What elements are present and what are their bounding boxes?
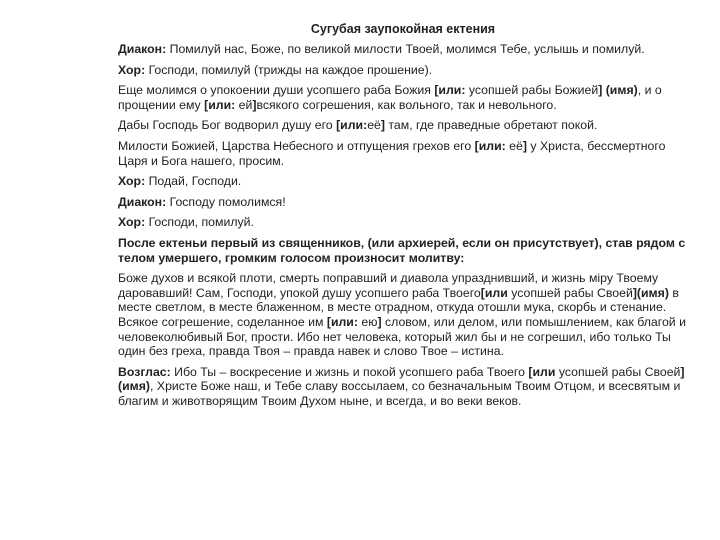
bold-text-segment: [или <box>528 364 556 379</box>
bold-text-segment: ] <box>522 138 527 153</box>
bold-text-segment: [или <box>480 285 508 300</box>
text-segment: Еще молимся о упокоении души усопшего раба Божия <box>118 83 435 98</box>
paragraph <box>118 195 690 210</box>
paragraph <box>118 365 690 409</box>
paragraph <box>118 215 690 230</box>
text-segment: ей <box>235 97 253 112</box>
text-segment: Господи, помилуй. <box>145 215 254 230</box>
paragraph <box>118 139 690 168</box>
bold-text-segment: [или: <box>474 138 506 153</box>
paragraph <box>118 118 690 133</box>
bold-text-segment: Диакон: <box>118 194 167 209</box>
text-segment: Помилуй нас, Боже, по великой милости Твоей, молимся Тебе, услышь и помилуй. <box>166 42 645 56</box>
text-segment: у Христа, бессмертного Царя и Бога нашего, просим. <box>118 138 666 168</box>
paragraph <box>118 236 690 265</box>
bold-text-segment: Хор: <box>118 174 146 189</box>
text-segment: там, где праведные обретают покой. <box>384 118 598 133</box>
slide-title: Сугубая заупокойная ектения <box>310 22 496 36</box>
bold-text-segment: [или: <box>326 314 358 329</box>
slide-body <box>118 42 690 414</box>
text-segment: Подай, Господи. <box>145 174 242 189</box>
text-segment: Господу помолимся! <box>166 194 286 209</box>
text-segment: , Христе Боже наш, и Тебе славу воссылаем, со безначальным Твоим Отцом, и всесвятым и благим и животворящим Твоим Духом ныне, и всегда, и во веки веков. <box>118 379 681 408</box>
bold-text-segment: Диакон: <box>118 42 167 56</box>
bold-text-segment: [или: <box>336 118 368 133</box>
text-segment: Боже духов и всякой плоти, смерть поправший и диавола упразднивший, и жизнь міру Твоему даровавший! Сам, Господи, упокой душу усопшего раба Твоего <box>118 271 659 300</box>
text-segment: усопшей рабы Своей <box>555 364 681 379</box>
paragraph <box>118 271 690 359</box>
bold-text-segment: Хор: <box>118 215 146 230</box>
text-segment: Милости Божией, Царства Небесного и отпущения грехов его <box>118 138 475 153</box>
paragraph <box>118 83 690 112</box>
text-segment: усопшей рабы Своей <box>507 285 633 300</box>
text-segment: Дабы Господь Бог водворил душу его <box>118 118 337 133</box>
text-segment: её <box>505 138 523 153</box>
text-segment: Господи, помилуй (трижды на каждое прошение). <box>145 62 433 77</box>
bold-text-segment: ] <box>380 118 385 133</box>
bold-text-segment: Возглас: <box>118 364 171 379</box>
text-segment: в месте светлом, в месте блаженном, в месте отрадном, откуда отошли мука, скорбь и стенание. Всякое согрешение, соделанное им <box>118 285 679 329</box>
text-segment: усопшей рабы Божией <box>465 83 599 98</box>
paragraph <box>118 42 690 57</box>
bold-text-segment: ](имя) <box>632 285 669 300</box>
bold-text-segment: [или: <box>434 83 466 98</box>
paragraph <box>118 174 690 189</box>
text-segment: словом, или делом, или помышлением, как благой и человеколюбивый Бог, прости. Ибо нет человека, который жил бы и не согрешил, ибо только Ты один без греха, правда Твоя – правда навек и слово Твое – истина. <box>118 314 686 359</box>
text-segment: ею <box>357 314 378 329</box>
text-segment: , и о прощении ему <box>118 83 662 112</box>
bold-text-segment: ] (имя) <box>118 364 685 394</box>
paragraph <box>118 63 690 78</box>
text-segment: всякого согрешения, как вольного, так и невольного. <box>256 97 557 112</box>
bold-text-segment: [или: <box>204 97 236 112</box>
text-segment: Ибо Ты – воскресение и жизнь и покой усопшего раба Твоего <box>170 364 529 379</box>
bold-text-segment: ] (имя) <box>598 83 638 98</box>
bold-text-segment: Хор: <box>118 62 146 77</box>
bold-text-segment: ] <box>377 314 382 329</box>
bold-text-segment: После ектеньи первый из священников, (или архиерей, если он присутствует), став рядом с телом умершего, громким голосом произносит молитву: <box>118 235 686 265</box>
text-segment: её <box>367 118 381 133</box>
bold-text-segment: ] <box>252 97 257 112</box>
